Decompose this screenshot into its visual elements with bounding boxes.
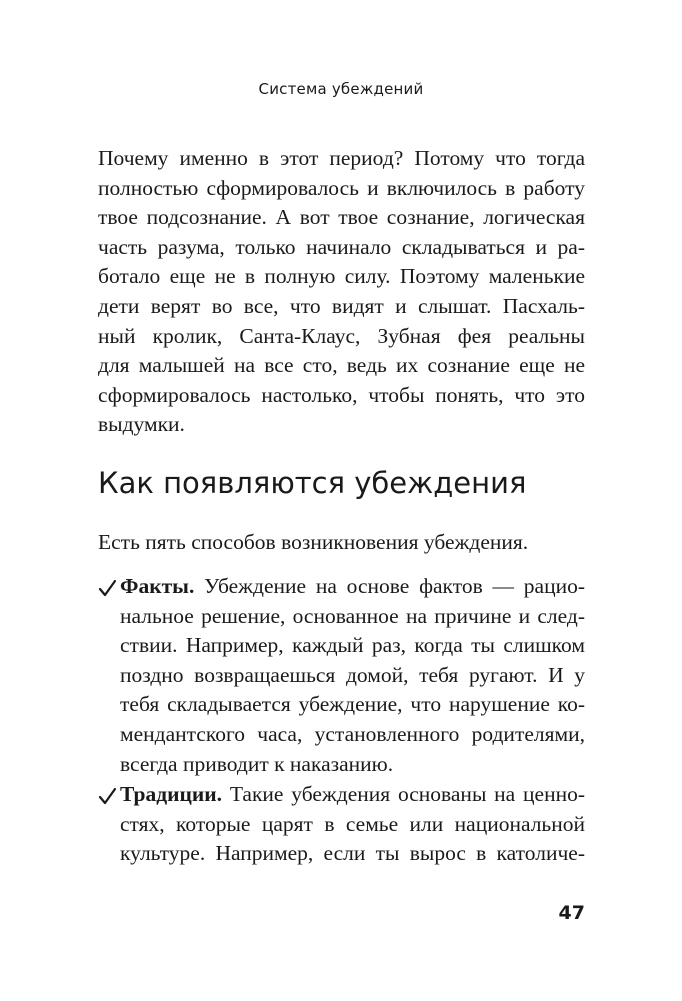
- checkmark-icon: [98, 780, 118, 810]
- section-heading: Как появляются убеждения: [98, 466, 527, 500]
- paragraph-line: Почему именно в этот период? Потому что тогда: [98, 146, 585, 170]
- checkmark-icon: [98, 572, 118, 602]
- list-item-line: всегда приводит к наказанию.: [120, 751, 394, 776]
- list-item-first-line-rest: Такие убеждения основаны на ценно-: [222, 782, 585, 806]
- paragraph-line: выдумки.: [98, 412, 185, 437]
- list-item-first-line: [120, 780, 585, 810]
- list-item-text: [120, 572, 585, 779]
- list-item-text: [120, 780, 585, 869]
- paragraph-line: полностью сформировалось и включилось в работу: [98, 175, 585, 200]
- paragraph-line: ботало еще не в полную силу. Поэтому маленькие: [98, 264, 585, 289]
- list-item-line: поздно возвращаешься домой, тебя ругают. И у: [120, 662, 585, 687]
- paragraph-line: часть разума, только начинало складываться и ра-: [98, 234, 585, 259]
- list-item-first-line-rest: Убеждение на основе фактов — рацио-: [194, 574, 585, 598]
- paragraph-line: для малышей на все сто, ведь их сознание еще не: [98, 353, 585, 378]
- list-item-term: Традиции.: [120, 782, 223, 806]
- paragraph-line: твое подсознание. А вот твое сознание, логическая: [98, 205, 585, 230]
- running-head: Система убеждений: [258, 80, 424, 98]
- body-paragraph: [98, 144, 585, 440]
- intro-paragraph: [98, 528, 585, 558]
- paragraph-line: ный кролик, Санта-Клаус, Зубная фея реальны: [98, 323, 585, 348]
- paragraph-line: сформировалось настолько, чтобы понять, что это: [98, 382, 585, 407]
- paragraph-line: дети верят во все, что видят и слышат. Пасхаль-: [98, 293, 585, 318]
- list-item-line: стях, которые царят в семье или национальной: [120, 811, 585, 836]
- list-item-line: мендантского часа, установленного родителями,: [120, 721, 585, 746]
- list-item-line: нальное решение, основанное на причине и след-: [120, 603, 585, 628]
- list-item-line: тебя складывается убеждение, что нарушение ко-: [120, 692, 585, 717]
- page-number: 47: [558, 902, 585, 924]
- list-item-term: Факты.: [120, 574, 195, 598]
- list-item-line: ствии. Например, каждый раз, когда ты слишком: [120, 633, 585, 658]
- list-item-line: культуре. Например, если ты вырос в католиче-: [120, 841, 585, 866]
- intro-line: Есть пять способов возникновения убеждения.: [98, 530, 529, 554]
- list-item-first-line: [120, 572, 585, 602]
